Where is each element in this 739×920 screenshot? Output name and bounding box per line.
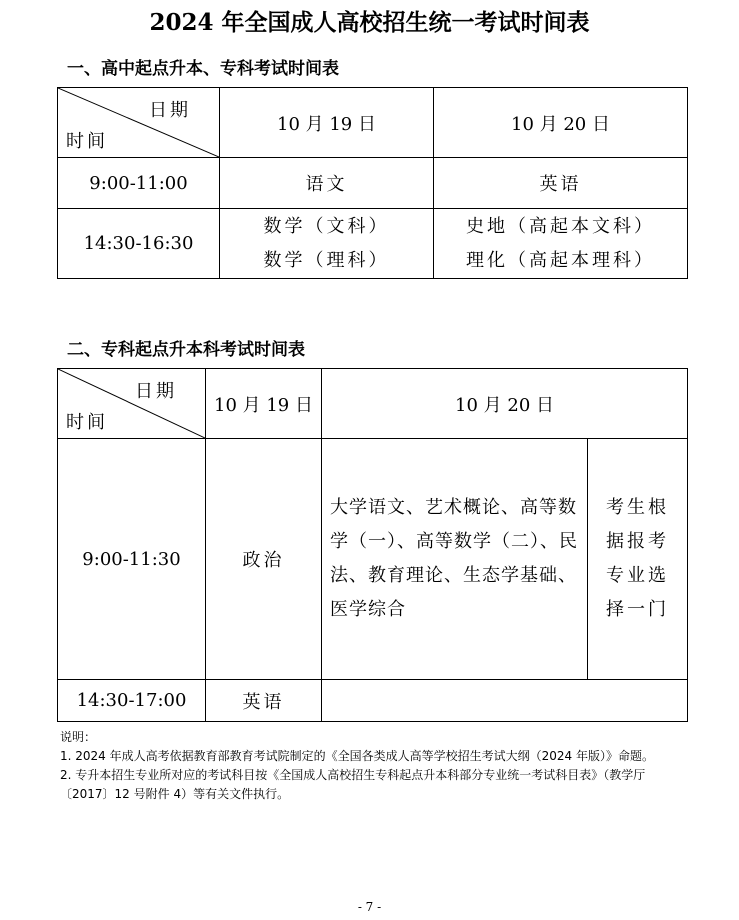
table2-subject-cell: 英语	[206, 680, 322, 722]
schedule-table-2	[57, 368, 688, 722]
note-line: 专业选	[606, 565, 669, 586]
note-line: 择一门	[606, 599, 669, 620]
table1-date-header: 10 月 19 日	[220, 88, 434, 158]
table2-note-cell	[588, 439, 688, 680]
table2-date-header: 10 月 20 日	[322, 369, 688, 439]
note-line: 据报考	[606, 531, 669, 552]
table1-subject-cell: 英语	[434, 158, 688, 209]
subject-line: 史地（高起本文科）	[466, 215, 655, 237]
note-item: 1. 2024 年成人高考依据教育部教育考试院制定的《全国各类成人高等学校招生考试大纲（2024 年版）》命题。	[60, 749, 654, 763]
notes	[60, 728, 690, 804]
table2-corner-date: 日期	[135, 381, 177, 402]
note-item: 2. 专升本招生专业所对应的考试科目按《全国成人高校招生专科起点升本科部分专业统一考试科目表》（教学厅〔2017〕12 号附件 4）等有关文件执行。	[60, 768, 646, 801]
schedule-table-1	[57, 87, 688, 279]
notes-label: 说明：	[60, 730, 97, 744]
table1-corner-date: 日期	[149, 100, 191, 121]
note-line: 考生根	[606, 497, 669, 518]
table2-date-header: 10 月 19 日	[206, 369, 322, 439]
table2-empty-cell	[322, 680, 688, 722]
table1-date-header: 10 月 20 日	[434, 88, 688, 158]
table1-subject-cell	[434, 209, 688, 279]
table1-time-cell: 14:30-16:30	[58, 209, 220, 279]
table2-corner-time: 时间	[66, 412, 108, 433]
table2-time-cell: 14:30-17:00	[58, 680, 206, 722]
subject-line: 数学（文科）	[263, 215, 390, 237]
section2-heading: 二、专科起点升本科考试时间表	[67, 340, 305, 360]
table1-subject-cell: 语文	[220, 158, 434, 209]
table2-corner-cell	[58, 369, 206, 439]
table2-subject-list-cell	[322, 439, 588, 680]
table1-time-cell: 9:00-11:00	[58, 158, 220, 209]
subject-line: 数学（理科）	[263, 249, 390, 271]
table1-corner-cell	[58, 88, 220, 158]
table1-subject-cell	[220, 209, 434, 279]
subject-list: 大学语文、艺术概论、高等数学（一）、高等数学（二）、民法、教育理论、生态学基础、医学综合	[330, 497, 578, 620]
subject-line: 理化（高起本理科）	[466, 249, 655, 271]
table2-time-cell: 9:00-11:30	[58, 439, 206, 680]
page-number: - 7 -	[357, 900, 382, 914]
table1-corner-time: 时间	[66, 131, 108, 152]
table2-subject-cell: 政治	[206, 439, 322, 680]
document-title: 2024 年全国成人高校招生统一考试时间表	[149, 9, 590, 36]
section1-heading: 一、高中起点升本、专科考试时间表	[67, 59, 339, 79]
